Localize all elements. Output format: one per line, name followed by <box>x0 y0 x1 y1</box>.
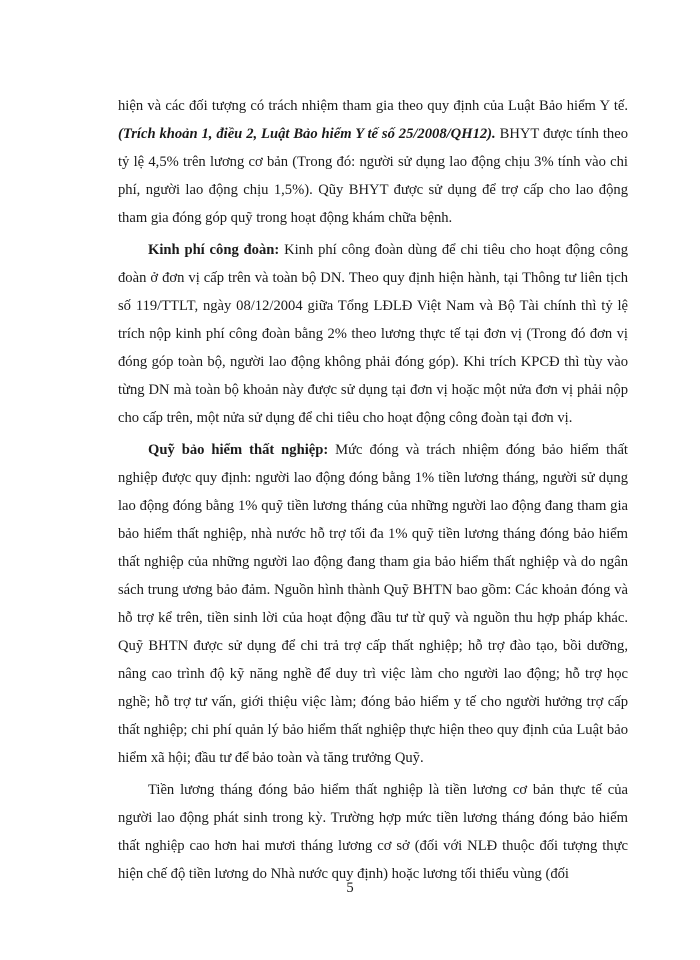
paragraph-bhyt-text: BHYT được tính theo tỷ lệ 4,5% trên lương cơ bản (Trong đó: người sử dụng lao động chịu 3% tính vào chi phí, người lao động chịu 1,5%). Qũy BHYT được sử dụng để trợ cấp cho lao động tham gia đóng góp quỹ trong hoạt động khám chữa bệnh. <box>118 126 628 226</box>
paragraph-bhyt-lead: hiện và các đối tượng có trách nhiệm tham gia theo quy định của Luật Bảo hiểm Y tế. <box>118 98 628 114</box>
paragraph-kinh-phi-cong-doan-text: Kinh phí công đoàn dùng để chi tiêu cho hoạt động công đoàn ở đơn vị cấp trên và toàn bộ DN. Theo quy định hiện hành, tại Thông tư liên tịch số 119/TTLT, ngày 08/12/2004 giữa Tổng LĐLĐ Việt Nam và Bộ Tài chính thì tỷ lệ trích nộp kinh phí công đoàn bằng 2% theo lương thực tế tại đơn vị (Trong đó đơn vị đóng góp toàn bộ, người lao động không phải đóng góp). Khi trích KPCĐ thì tùy vào từng DN mà toàn bộ khoản này được sử dụng tại đơn vị hoặc một nửa đơn vị phải nộp cho cấp trên, một nửa sử dụng để chi tiêu cho hoạt động công đoàn tại đơn vị. <box>118 242 629 426</box>
paragraph-quy-bhtn <box>118 436 628 772</box>
page-number: 5 <box>346 880 354 896</box>
paragraph-tien-luong-thang-text: Tiền lương tháng đóng bảo hiểm thất nghiệp là tiền lương cơ bản thực tế của người lao động phát sinh trong kỳ. Trường hợp mức tiền lương tháng đóng bảo hiểm thất nghiệp cao hơn hai mươi tháng lương cơ sở (đối với NLĐ thuộc đối tượng thực hiện chế độ tiền lương do Nhà nước quy định) hoặc lương tối thiểu vùng (đối <box>118 782 628 882</box>
term-kinh-phi-cong-doan: Kinh phí công đoàn: <box>148 242 280 258</box>
document-body <box>118 92 628 892</box>
paragraph-quy-bhtn-text: Mức đóng và trách nhiệm đóng bảo hiểm thất nghiệp được quy định: người lao động đóng bằng 1% tiền lương tháng, người sử dụng lao động đóng bằng 1% quỹ tiền lương tháng của những người lao động đang tham gia bảo hiểm thất nghiệp, nhà nước hỗ trợ tối đa 1% quỹ tiền lương tháng đóng bảo hiểm thất nghiệp của những người lao động đang tham gia bảo hiểm thất nghiệp và do ngân sách trung ương bảo đảm. Nguồn hình thành Quỹ BHTN bao gồm: Các khoản đóng và hỗ trợ kể trên, tiền sinh lời của hoạt động đầu tư từ quỹ và nguồn thu hợp pháp khác. Quỹ BHTN được sử dụng để chi trả trợ cấp thất nghiệp; hỗ trợ đào tạo, bồi dưỡng, nâng cao trình độ kỹ năng nghề để duy trì việc làm cho người lao động; hỗ trợ học nghề; hỗ trợ tư vấn, giới thiệu việc làm; đóng bảo hiểm y tế cho người hưởng trợ cấp thất nghiệp; chi phí quản lý bảo hiểm thất nghiệp thực hiện theo quy định của Luật bảo hiểm xã hội; đầu tư để bảo toàn và tăng trưởng Quỹ. <box>118 442 628 766</box>
paragraph-kinh-phi-cong-doan <box>118 236 628 432</box>
paragraph-tien-luong-thang <box>118 776 628 888</box>
law-citation-end: . <box>492 126 496 142</box>
law-citation: (Trích khoản 1, điều 2, Luật Bảo hiểm Y tế số 25/2008/QH12) <box>118 126 493 142</box>
paragraph-bhyt <box>118 92 628 232</box>
term-quy-bao-hiem-that-nghiep: Quỹ bảo hiểm thất nghiệp: <box>148 442 329 458</box>
